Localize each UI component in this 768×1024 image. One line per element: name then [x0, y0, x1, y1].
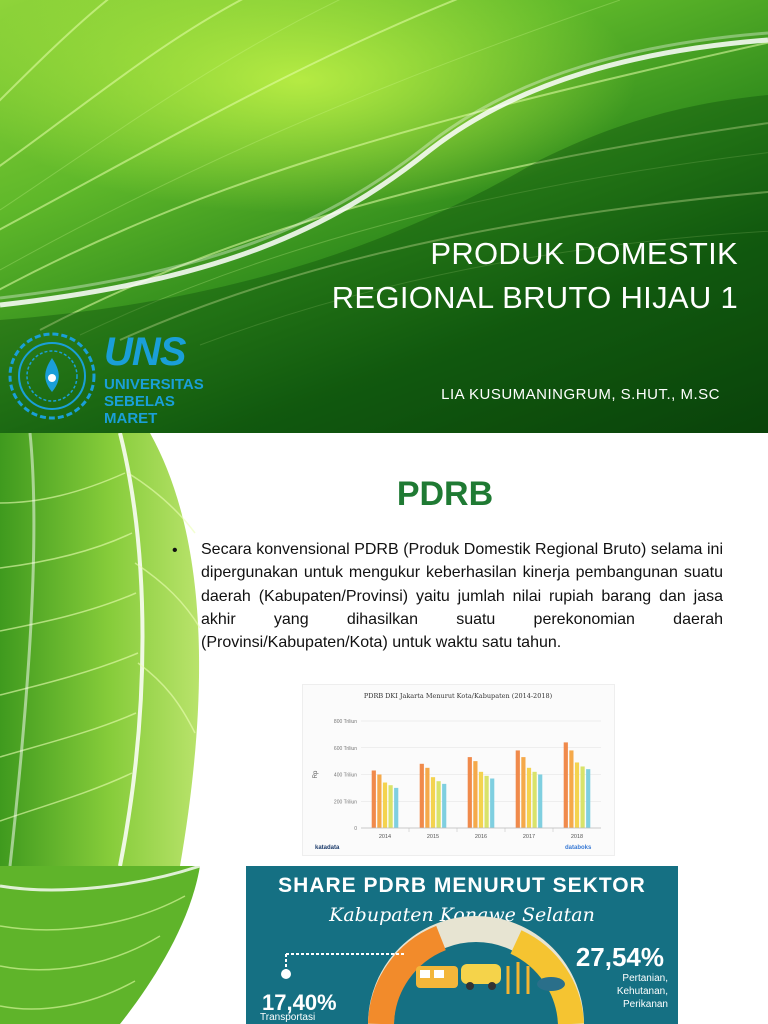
pdrb-slide [0, 433, 768, 866]
author-name: LIA KUSUMANINGRUM, S.HUT., M.SC [441, 386, 720, 403]
share-transport-caption: Transportasi [260, 1012, 316, 1023]
uns-wordmark: UNS [104, 330, 186, 374]
uns-seal-icon [4, 330, 100, 422]
y-tick-label: 600 Triliun [333, 745, 357, 752]
uns-name-line-2: SEBELAS MARET [104, 393, 175, 427]
bar [372, 770, 376, 828]
bar [442, 784, 446, 828]
chart-title: PDRB DKI Jakarta Menurut Kota/Kabupaten (2014-2018) [363, 692, 553, 700]
x-tick-label: 2014 [378, 834, 392, 840]
bar [437, 781, 441, 828]
bar [527, 768, 531, 828]
source-katadata: katadata [315, 845, 340, 851]
bar [377, 775, 381, 829]
share-transport-percent: 17,40% [262, 990, 337, 1015]
bar [586, 769, 590, 828]
y-tick-label: 200 Triliun [333, 799, 357, 806]
bar [569, 750, 573, 828]
y-tick-label: 400 Triliun [333, 772, 357, 779]
body-paragraph: Secara konvensional PDRB (Produk Domestik Regional Bruto) selama ini dipergunakan untuk mengukur keberhasilan kinerja pembangunan suatu daerah (Kabupaten/Provinsi) yaitu jumlah nilai rupiah barang dan jasa akhir yang dihasilkan suatu perekonomian daerah (Provinsi/Kabupaten/Kota) untuk waktu satu tahun. [201, 541, 723, 652]
bar [431, 777, 435, 828]
x-tick-label: 2015 [426, 834, 440, 840]
infographic-subtitle: Kabupaten Konawe Selatan [329, 904, 595, 926]
title-line-2: REGIONAL BRUTO HIJAU 1 [331, 280, 738, 315]
infographic-title: SHARE PDRB MENURUT SEKTOR [278, 874, 646, 897]
bar [533, 772, 537, 828]
share-agriculture-percent: 27,54% [575, 942, 664, 972]
title-slide [0, 0, 768, 433]
pdrb-bar-chart [302, 684, 615, 856]
caption-line-1: Pertanian, [622, 973, 668, 984]
share-agriculture-caption [617, 972, 668, 1011]
bar [564, 742, 568, 828]
bar [473, 761, 477, 828]
bar [389, 785, 393, 828]
bar [383, 783, 387, 828]
bar [581, 766, 585, 828]
share-sector-slide [0, 866, 768, 1024]
presentation-title [332, 232, 738, 320]
uns-university-name [104, 376, 224, 427]
x-tick-label: 2016 [474, 834, 488, 840]
bar [490, 779, 494, 828]
bar [425, 768, 429, 828]
slide-heading: PDRB [396, 475, 494, 513]
uns-logo [4, 330, 224, 427]
bar [485, 776, 489, 828]
bullet-marker: • [172, 542, 178, 559]
side-leaf-image [0, 433, 215, 866]
bar [516, 750, 520, 828]
x-tick-label: 2017 [522, 834, 536, 840]
bar [468, 757, 472, 828]
source-databoks: databoks [565, 845, 592, 851]
caption-line-3: Perikanan [622, 999, 668, 1010]
side-leaf-image-2 [0, 866, 215, 1024]
caption-line-2: Kehutanan, [616, 986, 668, 997]
bar [479, 772, 483, 828]
bar [521, 757, 525, 828]
chart-svg [303, 685, 614, 855]
bar [575, 762, 579, 828]
y-tick-label: 800 Triliun [333, 719, 357, 725]
uns-name-line-1: UNIVERSITAS [104, 376, 204, 393]
sector-share-infographic [246, 866, 678, 1024]
bar [538, 775, 542, 829]
bar [420, 764, 424, 828]
bar [394, 788, 398, 828]
y-axis-label: Rp [313, 770, 319, 779]
title-line-1: PRODUK DOMESTIK [430, 236, 738, 271]
x-tick-label: 2018 [570, 834, 584, 840]
y-tick-label: 0 [354, 826, 357, 832]
